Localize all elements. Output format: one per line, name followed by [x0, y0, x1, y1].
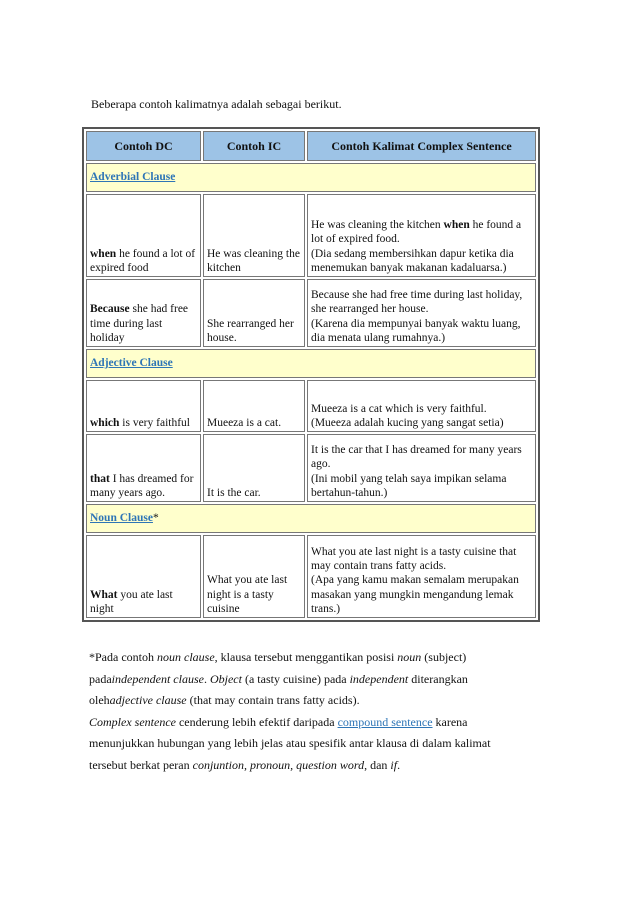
table-row [86, 380, 536, 432]
note-text: *Pada contoh [89, 650, 157, 664]
dc-text: you ate last night [90, 588, 173, 615]
section-row-adverbial [86, 163, 536, 192]
note-text: cenderung lebih efektif daripada [175, 714, 338, 729]
example-text: It is the car that I has dreamed for many years ago. [311, 444, 522, 471]
dc-cell [86, 279, 201, 347]
note-italic: if [390, 757, 398, 772]
dc-text: I has dreamed for many years ago. [90, 472, 194, 499]
example-cell [307, 194, 536, 277]
note-italic: adjective clause [109, 693, 187, 707]
dc-cell [86, 535, 201, 618]
note-line-3 [89, 690, 539, 712]
note-line-5: menunjukkan hubungan yang lebih jelas atau spesifik antar klausa di dalam kalimat [89, 736, 491, 750]
example-translation: (Karena dia mempunyai banyak waktu luang, dia menata ulang rumahnya.) [311, 317, 521, 344]
section-title-noun[interactable]: Noun Clause [90, 512, 153, 525]
note-italic: conjuntion, pronoun, question word [192, 757, 365, 772]
clause-table [82, 127, 540, 622]
section-title-asterisk: * [152, 512, 159, 525]
note-italic: noun clause [157, 650, 215, 664]
note-text: . [203, 671, 210, 686]
note-italic: Object [209, 671, 242, 686]
note-italic: independent clause [111, 671, 204, 686]
example-cell [307, 380, 536, 432]
header-row [86, 131, 536, 161]
dc-keyword: which [90, 416, 120, 429]
section-row-noun [86, 504, 536, 533]
ic-cell: It is the car. [203, 434, 305, 502]
example-cell [307, 279, 536, 347]
table-row [86, 434, 536, 502]
example-translation: (Dia sedang membersihkan dapur ketika dia menemukan banyak makanan kadaluarsa.) [311, 247, 514, 274]
note-line-2 [89, 669, 539, 691]
dc-keyword: that [90, 472, 110, 485]
note-text: oleh [89, 693, 110, 707]
header-dc: Contoh DC [86, 131, 201, 161]
dc-cell [86, 194, 201, 277]
dc-keyword: What [90, 588, 118, 601]
note-text: tersebut berkat peran [89, 757, 193, 772]
note-italic: independent [349, 671, 409, 686]
note-text: , dan [364, 757, 391, 772]
section-title-adjective[interactable]: Adjective Clause [90, 357, 173, 370]
dc-text: he found a lot of expired food [90, 247, 196, 274]
note-line-4 [89, 712, 539, 734]
table-row [86, 194, 536, 277]
example-translation: (Ini mobil yang telah saya impikan selama bertahun-tahun.) [311, 472, 507, 499]
example-text: He was cleaning the kitchen [311, 219, 444, 232]
intro-text: Beberapa contoh kalimatnya adalah sebagai berikut. [91, 97, 342, 111]
notes [89, 647, 539, 776]
example-cell [307, 434, 536, 502]
table-row [86, 279, 536, 347]
note-text: (that may contain trans fatty acids). [186, 693, 360, 707]
example-cell [307, 535, 536, 618]
note-italic: noun [397, 650, 422, 664]
dc-text: she had free time during last holiday [90, 303, 189, 344]
dc-cell [86, 380, 201, 432]
note-text: pada [89, 671, 112, 686]
note-text: karena [432, 714, 468, 729]
ic-cell: She rearranged her house. [203, 279, 305, 347]
section-title-adverbial[interactable]: Adverbial Clause [90, 171, 176, 184]
note-text: diterangkan [408, 671, 468, 686]
note-text: (a tasty cuisine) pada [241, 671, 350, 686]
example-translation: (Apa yang kamu makan semalam merupakan masakan yang mungkin mengandung lemak trans.) [311, 574, 519, 615]
table-row [86, 535, 536, 618]
example-translation: (Mueeza adalah kucing yang sangat setia) [311, 416, 504, 429]
dc-text: is very faithful [119, 416, 190, 429]
dc-cell [86, 434, 201, 502]
ic-cell: What you ate last night is a tasty cuisine [203, 535, 305, 618]
ic-cell: He was cleaning the kitchen [203, 194, 305, 277]
dc-keyword: when [90, 247, 117, 260]
example-text: Mueeza is a cat which is very faithful. [311, 402, 487, 415]
ic-cell: Mueeza is a cat. [203, 380, 305, 432]
example-text-end: he found a lot of expired food. [311, 219, 522, 246]
note-line-1 [89, 647, 539, 669]
header-example: Contoh Kalimat Complex Sentence [307, 131, 536, 161]
example-text: What you ate last night is a tasty cuisine that may contain trans fatty acids. [311, 545, 517, 573]
dc-keyword: Because [90, 303, 130, 316]
compound-sentence-link[interactable]: compound sentence [337, 714, 433, 729]
header-ic: Contoh IC [203, 131, 305, 161]
example-keyword: when [443, 219, 470, 232]
note-text: . [397, 757, 401, 772]
section-row-adjective [86, 349, 536, 378]
note-line-6 [89, 755, 539, 777]
note-text: , klausa tersebut menggantikan posisi [214, 650, 398, 664]
note-italic: Complex sentence [89, 714, 176, 729]
note-text: (subject) [421, 650, 467, 664]
example-text: Because she had free time during last holiday, she rearranged her house. [311, 289, 523, 316]
